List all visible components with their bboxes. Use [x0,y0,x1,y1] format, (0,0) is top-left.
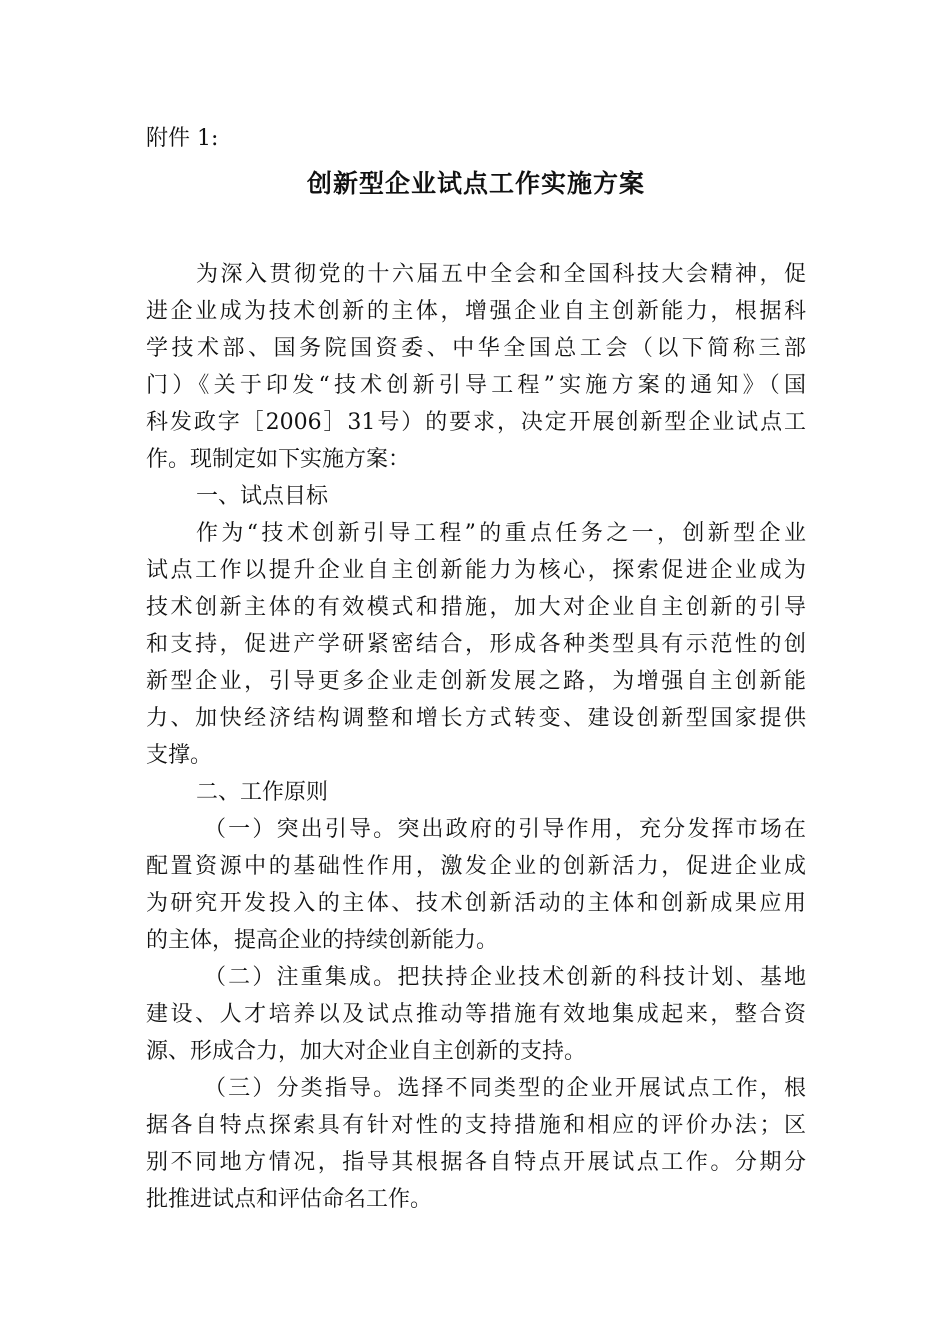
body-line: 和支持，促进产学研紧密结合，形成各种类型具有示范性的创 [146,632,806,657]
body-line: （二）注重集成。把扶持企业技术创新的科技计划、基地 [204,965,806,990]
body-line: 据各自特点探索具有针对性的支持措施和相应的评价办法；区 [146,1113,806,1138]
section-heading: 一、试点目标 [196,484,329,509]
body-line: 门）《关于印发“技术创新引导工程”实施方案的通知》（国 [146,373,806,398]
body-line: 别不同地方情况，指导其根据各自特点开展试点工作。分期分 [146,1150,806,1175]
body-line: （一）突出引导。突出政府的引导作用，充分发挥市场在 [204,817,806,842]
body-line: 力、加快经济结构调整和增长方式转变、建设创新型国家提供 [146,706,806,731]
body-line: 作为“技术创新引导工程”的重点任务之一，创新型企业 [196,521,806,546]
body-line: 试点工作以提升企业自主创新能力为核心，探索促进企业成为 [146,558,806,583]
body-line: （三）分类指导。选择不同类型的企业开展试点工作，根 [204,1076,806,1101]
document-body [146,256,806,1218]
section-heading: 二、工作原则 [196,780,329,805]
body-line: 为研究开发投入的主体、技术创新活动的主体和创新成果应用 [146,891,806,916]
body-line: 学技术部、国务院国资委、中华全国总工会（以下简称三部 [146,336,806,361]
body-line: 源、形成合力，加大对企业自主创新的支持。 [146,1039,587,1064]
body-line: 进企业成为技术创新的主体，增强企业自主创新能力，根据科 [146,299,806,324]
body-line: 配置资源中的基础性作用，激发企业的创新活力，促进企业成 [146,854,806,879]
body-line: 技术创新主体的有效模式和措施，加大对企业自主创新的引导 [146,595,806,620]
body-line: 的主体，提高企业的持续创新能力。 [146,928,499,953]
body-line: 新型企业，引导更多企业走创新发展之路，为增强自主创新能 [146,669,806,694]
body-line: 科发政字［2006］31号）的要求，决定开展创新型企业试点工 [146,410,806,435]
body-line: 为深入贯彻党的十六届五中全会和全国科技大会精神，促 [196,262,806,287]
body-line: 支撑。 [146,743,213,768]
document-title: 创新型企业试点工作实施方案 [306,169,645,198]
body-line: 建设、人才培养以及试点推动等措施有效地集成起来，整合资 [146,1002,806,1027]
attachment-label: 附件 1: [146,126,219,151]
body-line: 作。现制定如下实施方案： [146,447,411,472]
body-line: 批推进试点和评估命名工作。 [146,1187,433,1212]
